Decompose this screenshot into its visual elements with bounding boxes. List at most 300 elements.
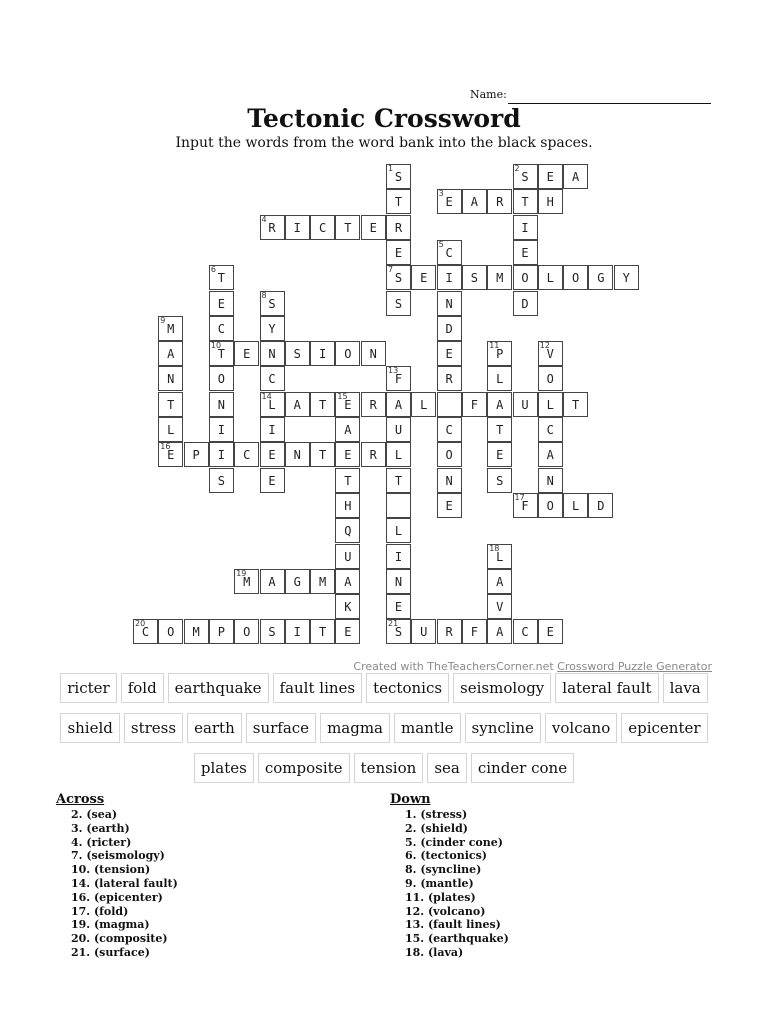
cell-letter: L bbox=[167, 423, 175, 437]
cell-letter: I bbox=[521, 220, 529, 235]
grid-cell[interactable] bbox=[209, 265, 234, 290]
cell-letter: E bbox=[546, 170, 554, 184]
cell-letter: N bbox=[394, 574, 403, 589]
grid-cell[interactable] bbox=[386, 164, 411, 189]
cell-letter: S bbox=[470, 271, 478, 286]
grid-cell[interactable] bbox=[386, 569, 411, 594]
credit-text: Created with TheTeachersCorner.net bbox=[353, 660, 558, 673]
cell-letter: T bbox=[521, 195, 529, 210]
cell-letter: E bbox=[394, 245, 403, 260]
grid-cell[interactable] bbox=[158, 366, 183, 391]
grid-cell[interactable] bbox=[588, 265, 613, 290]
grid-cell[interactable] bbox=[487, 619, 512, 644]
cell-letter: O bbox=[243, 625, 251, 640]
cell-letter: S bbox=[496, 473, 504, 488]
cell-letter: O bbox=[217, 372, 225, 387]
clue-number: 12 bbox=[539, 341, 550, 351]
cell-letter: A bbox=[293, 397, 301, 412]
across-clues bbox=[56, 792, 178, 960]
cell-letter: T bbox=[318, 448, 327, 463]
grid-cell[interactable] bbox=[260, 468, 285, 493]
cell-letter: I bbox=[318, 347, 327, 362]
cell-letter: E bbox=[344, 625, 352, 640]
cell-letter: T bbox=[217, 271, 225, 286]
cell-letter: C bbox=[546, 423, 554, 437]
cell-letter: V bbox=[546, 347, 554, 362]
grid-cell[interactable] bbox=[487, 366, 512, 391]
grid-cell[interactable] bbox=[437, 442, 462, 467]
cell-letter: E bbox=[217, 296, 225, 311]
grid-cell[interactable] bbox=[538, 265, 563, 290]
grid-cell[interactable] bbox=[487, 442, 512, 467]
word-bank-item: volcano bbox=[545, 713, 617, 743]
down-clue: 9. (mantle) bbox=[405, 876, 474, 890]
grid-cell[interactable] bbox=[209, 392, 234, 417]
grid-cell[interactable] bbox=[513, 291, 538, 316]
cell-letter: E bbox=[369, 220, 377, 235]
cell-letter: A bbox=[571, 170, 580, 184]
grid-cell[interactable] bbox=[563, 265, 588, 290]
grid-cell[interactable] bbox=[209, 442, 234, 467]
grid-cell[interactable] bbox=[487, 392, 512, 417]
word-bank-item: earthquake bbox=[168, 673, 269, 703]
cell-letter: A bbox=[546, 448, 554, 463]
grid-cell[interactable] bbox=[538, 493, 563, 518]
cell-letter: I bbox=[445, 271, 453, 286]
cell-letter: A bbox=[496, 574, 504, 589]
cell-letter: T bbox=[394, 195, 403, 210]
grid-cell[interactable] bbox=[335, 442, 360, 467]
grid-cell[interactable] bbox=[209, 366, 234, 391]
grid-cell[interactable] bbox=[310, 442, 335, 467]
grid-cell[interactable] bbox=[437, 392, 462, 417]
grid-cell[interactable] bbox=[411, 392, 436, 417]
grid-cell[interactable] bbox=[310, 619, 335, 644]
word-bank-item: magma bbox=[320, 713, 390, 743]
down-clue: 2. (shield) bbox=[405, 821, 468, 835]
cell-letter: E bbox=[344, 397, 352, 412]
cell-letter: L bbox=[496, 549, 504, 564]
name-label: Name: bbox=[470, 88, 507, 101]
cell-letter: D bbox=[445, 321, 453, 336]
grid-cell[interactable] bbox=[361, 442, 386, 467]
down-clue: 15. (earthquake) bbox=[405, 932, 509, 946]
cell-letter: O bbox=[344, 347, 352, 362]
down-clue: 6. (tectonics) bbox=[405, 849, 487, 863]
grid-cell[interactable] bbox=[386, 619, 411, 644]
cell-letter: P bbox=[192, 448, 200, 463]
cell-letter: S bbox=[394, 271, 403, 286]
clue-number: 8 bbox=[261, 290, 267, 300]
grid-cell[interactable] bbox=[513, 493, 538, 518]
cell-letter: E bbox=[546, 625, 554, 640]
cell-letter: K bbox=[344, 600, 352, 615]
down-clue: 12. (volcano) bbox=[405, 904, 486, 918]
grid-cell[interactable] bbox=[234, 442, 259, 467]
grid-cell[interactable] bbox=[158, 316, 183, 341]
grid-cell[interactable] bbox=[437, 189, 462, 214]
grid-cell[interactable] bbox=[386, 442, 411, 467]
grid-cell[interactable] bbox=[209, 341, 234, 366]
cell-letter: L bbox=[496, 372, 504, 387]
word-bank-item: epicenter bbox=[621, 713, 707, 743]
grid-cell[interactable] bbox=[563, 392, 588, 417]
cell-letter: I bbox=[268, 423, 276, 437]
cell-letter: U bbox=[394, 423, 403, 437]
cell-letter: L bbox=[571, 498, 580, 513]
clue-number: 15 bbox=[337, 391, 348, 401]
across-clue: 7. (seismology) bbox=[71, 849, 165, 863]
credit-line bbox=[340, 660, 712, 673]
cell-letter: E bbox=[344, 448, 352, 463]
grid-cell[interactable] bbox=[335, 417, 360, 442]
grid-cell[interactable] bbox=[437, 619, 462, 644]
grid-cell[interactable] bbox=[538, 619, 563, 644]
clue-number: 19 bbox=[236, 568, 247, 578]
grid-cell[interactable] bbox=[411, 619, 436, 644]
grid-cell[interactable] bbox=[437, 493, 462, 518]
cell-letter: M bbox=[167, 321, 175, 336]
cell-letter: S bbox=[394, 296, 403, 311]
clue-number: 1 bbox=[388, 164, 394, 173]
grid-cell[interactable] bbox=[285, 341, 310, 366]
grid-cell[interactable] bbox=[386, 265, 411, 290]
cell-letter: O bbox=[167, 625, 175, 640]
cell-letter: C bbox=[141, 625, 150, 640]
cell-letter: G bbox=[597, 271, 605, 286]
grid-cell[interactable] bbox=[386, 366, 411, 391]
across-clue: 19. (magma) bbox=[71, 918, 150, 932]
grid-cell[interactable] bbox=[361, 392, 386, 417]
down-heading: Down bbox=[390, 792, 431, 807]
cell-letter: M bbox=[243, 574, 251, 589]
cell-letter: R bbox=[496, 195, 504, 210]
grid-cell[interactable] bbox=[513, 265, 538, 290]
clue-number: 20 bbox=[135, 619, 146, 629]
grid-cell[interactable] bbox=[184, 442, 209, 467]
grid-cell[interactable] bbox=[462, 265, 487, 290]
grid-cell[interactable] bbox=[209, 316, 234, 341]
down-clues bbox=[390, 792, 509, 960]
grid-cell[interactable] bbox=[133, 619, 158, 644]
instructions: Input the words from the word bank into the black spaces. bbox=[175, 135, 593, 151]
cell-letter: N bbox=[268, 347, 276, 362]
grid-cell[interactable] bbox=[158, 619, 183, 644]
grid-cell[interactable] bbox=[614, 265, 639, 290]
cell-letter: L bbox=[394, 448, 403, 463]
across-clue: 2. (sea) bbox=[71, 808, 118, 821]
cell-letter: R bbox=[394, 220, 403, 235]
grid-cell[interactable] bbox=[260, 291, 285, 316]
cell-letter: F bbox=[394, 372, 403, 387]
cell-letter: C bbox=[445, 423, 453, 437]
cell-letter: S bbox=[268, 296, 276, 311]
cell-letter: A bbox=[344, 423, 352, 437]
clue-number: 9 bbox=[160, 315, 166, 325]
grid-cell[interactable] bbox=[158, 392, 183, 417]
word-bank-item: lateral fault bbox=[555, 673, 658, 703]
cell-letter: E bbox=[445, 347, 453, 362]
grid-cell[interactable] bbox=[513, 619, 538, 644]
grid-cell[interactable] bbox=[411, 265, 436, 290]
cell-letter: A bbox=[268, 574, 276, 589]
grid-cell[interactable] bbox=[386, 189, 411, 214]
grid-cell[interactable] bbox=[386, 544, 411, 569]
grid-cell[interactable] bbox=[260, 417, 285, 442]
cell-letter: C bbox=[445, 245, 453, 260]
grid-cell[interactable] bbox=[513, 164, 538, 189]
grid-cell[interactable] bbox=[386, 240, 411, 265]
cell-letter: H bbox=[546, 195, 554, 210]
grid-cell[interactable] bbox=[462, 392, 487, 417]
cell-letter: U bbox=[420, 625, 428, 640]
cell-letter: P bbox=[496, 347, 504, 362]
grid-cell[interactable] bbox=[158, 442, 183, 467]
across-clue: 4. (ricter) bbox=[71, 835, 132, 849]
word-bank-row bbox=[0, 673, 768, 703]
clue-number: 16 bbox=[160, 442, 171, 452]
grid-cell[interactable] bbox=[487, 594, 512, 619]
cell-letter: R bbox=[445, 372, 453, 387]
grid-cell[interactable] bbox=[386, 392, 411, 417]
grid-cell[interactable] bbox=[487, 341, 512, 366]
cell-letter: V bbox=[496, 600, 504, 615]
grid-cell[interactable] bbox=[563, 493, 588, 518]
grid-cell[interactable] bbox=[437, 240, 462, 265]
grid-cell[interactable] bbox=[234, 619, 259, 644]
cell-letter: H bbox=[344, 498, 352, 513]
cell-letter: O bbox=[571, 271, 580, 286]
cell-letter: C bbox=[521, 625, 529, 640]
cell-letter: T bbox=[496, 423, 504, 437]
page-title: Tectonic Crossword bbox=[247, 104, 521, 133]
down-clue: 11. (plates) bbox=[405, 890, 476, 904]
grid-cell[interactable] bbox=[386, 215, 411, 240]
grid-cell[interactable] bbox=[285, 215, 310, 240]
cell-letter: Q bbox=[344, 524, 352, 539]
cell-letter: M bbox=[496, 271, 504, 286]
grid-cell[interactable] bbox=[386, 468, 411, 493]
clue-number: 10 bbox=[210, 341, 222, 351]
cell-letter: S bbox=[521, 170, 529, 184]
across-clue: 14. (lateral fault) bbox=[71, 876, 178, 890]
grid-cell[interactable] bbox=[234, 341, 259, 366]
grid-cell[interactable] bbox=[209, 468, 234, 493]
grid-cell[interactable] bbox=[335, 569, 360, 594]
word-bank-item: cinder cone bbox=[471, 753, 574, 783]
grid-cell[interactable] bbox=[184, 619, 209, 644]
cell-letter: T bbox=[318, 625, 327, 640]
grid-cell[interactable] bbox=[335, 619, 360, 644]
credit-link[interactable]: Crossword Puzzle Generator bbox=[557, 660, 712, 673]
grid-cell[interactable] bbox=[386, 291, 411, 316]
cell-letter: N bbox=[167, 372, 175, 387]
clue-number: 17 bbox=[514, 492, 525, 502]
word-bank-item: fold bbox=[121, 673, 164, 703]
clue-number: 18 bbox=[489, 543, 500, 553]
cell-letter: I bbox=[293, 625, 301, 640]
cell-letter: T bbox=[571, 397, 580, 412]
grid-cell[interactable] bbox=[487, 417, 512, 442]
grid-cell[interactable] bbox=[437, 417, 462, 442]
word-bank-item: surface bbox=[246, 713, 316, 743]
grid-cell[interactable] bbox=[285, 619, 310, 644]
down-clue: 13. (fault lines) bbox=[405, 918, 501, 932]
cell-letter: D bbox=[521, 296, 529, 311]
grid-cell[interactable] bbox=[513, 240, 538, 265]
grid-cell[interactable] bbox=[260, 316, 285, 341]
grid-cell[interactable] bbox=[335, 341, 360, 366]
grid-cell[interactable] bbox=[335, 544, 360, 569]
word-bank-item: lava bbox=[663, 673, 708, 703]
grid-cell[interactable] bbox=[437, 316, 462, 341]
grid-cell[interactable] bbox=[335, 392, 360, 417]
cell-letter: N bbox=[369, 347, 377, 362]
grid-cell[interactable] bbox=[386, 417, 411, 442]
clue-number: 14 bbox=[261, 391, 272, 401]
word-bank-item: shield bbox=[60, 713, 119, 743]
grid-cell[interactable] bbox=[538, 189, 563, 214]
cell-letter: C bbox=[243, 448, 251, 463]
grid-cell[interactable] bbox=[361, 341, 386, 366]
grid-cell[interactable] bbox=[310, 215, 335, 240]
down-clue: 18. (lava) bbox=[405, 945, 464, 959]
word-bank-item: composite bbox=[258, 753, 350, 783]
grid-cell[interactable] bbox=[361, 215, 386, 240]
cell-letter: I bbox=[217, 423, 225, 437]
grid-cell[interactable] bbox=[260, 569, 285, 594]
grid-cell[interactable] bbox=[260, 392, 285, 417]
grid-cell[interactable] bbox=[335, 493, 360, 518]
grid-cell[interactable] bbox=[513, 215, 538, 240]
down-clue: 5. (cinder cone) bbox=[405, 835, 503, 849]
cell-letter: U bbox=[344, 549, 352, 564]
grid-cell[interactable] bbox=[588, 493, 613, 518]
grid-cell[interactable] bbox=[285, 569, 310, 594]
grid-cell[interactable] bbox=[437, 468, 462, 493]
word-bank-item: ricter bbox=[60, 673, 116, 703]
cell-letter: Y bbox=[268, 321, 276, 336]
cell-letter: R bbox=[445, 625, 453, 640]
grid-cell[interactable] bbox=[487, 468, 512, 493]
across-clue: 10. (tension) bbox=[71, 863, 151, 877]
cell-letter: F bbox=[470, 397, 478, 412]
cell-letter: E bbox=[167, 448, 175, 463]
cell-letter: N bbox=[546, 473, 554, 488]
word-bank-item: syncline bbox=[465, 713, 541, 743]
grid-cell[interactable] bbox=[209, 619, 234, 644]
across-clue: 20. (composite) bbox=[71, 932, 168, 946]
cell-letter: E bbox=[445, 498, 453, 513]
grid-cell[interactable] bbox=[310, 341, 335, 366]
grid-cell[interactable] bbox=[462, 619, 487, 644]
cell-letter: C bbox=[268, 372, 276, 387]
grid-cell[interactable] bbox=[335, 215, 360, 240]
grid-cell[interactable] bbox=[285, 392, 310, 417]
word-bank-row bbox=[0, 713, 768, 743]
cell-letter: N bbox=[445, 473, 453, 488]
grid-cell[interactable] bbox=[158, 341, 183, 366]
cell-letter: R bbox=[369, 448, 377, 463]
grid-cell[interactable] bbox=[437, 291, 462, 316]
grid-cell[interactable] bbox=[209, 291, 234, 316]
grid-cell[interactable] bbox=[538, 366, 563, 391]
grid-cell[interactable] bbox=[538, 392, 563, 417]
clue-number: 6 bbox=[210, 265, 216, 275]
grid-cell[interactable] bbox=[437, 341, 462, 366]
cell-letter: U bbox=[521, 397, 529, 412]
clue-number: 13 bbox=[388, 366, 399, 376]
cell-letter: S bbox=[268, 625, 276, 640]
cell-letter: T bbox=[344, 220, 352, 235]
cell-letter: M bbox=[318, 574, 327, 589]
grid-cell[interactable] bbox=[487, 265, 512, 290]
across-clue: 21. (surface) bbox=[71, 945, 150, 959]
cell-letter: E bbox=[268, 448, 276, 463]
grid-cell[interactable] bbox=[310, 392, 335, 417]
grid-cell[interactable] bbox=[335, 468, 360, 493]
cell-letter: C bbox=[318, 220, 327, 235]
grid-cell[interactable] bbox=[260, 341, 285, 366]
grid-cell[interactable] bbox=[563, 164, 588, 189]
grid-cell[interactable] bbox=[209, 417, 234, 442]
grid-cell[interactable] bbox=[234, 569, 259, 594]
down-clue: 1. (stress) bbox=[405, 808, 468, 821]
cell-letter: S bbox=[394, 625, 403, 640]
grid-cell[interactable] bbox=[386, 594, 411, 619]
grid-cell[interactable] bbox=[538, 341, 563, 366]
grid-cell[interactable] bbox=[462, 189, 487, 214]
down-clue: 8. (syncline) bbox=[405, 863, 482, 877]
across-clue: 17. (fold) bbox=[71, 904, 129, 918]
cell-letter: I bbox=[293, 220, 301, 235]
grid-cell[interactable] bbox=[437, 366, 462, 391]
grid-cell[interactable] bbox=[260, 366, 285, 391]
grid-cell[interactable] bbox=[487, 189, 512, 214]
clue-number: 5 bbox=[438, 239, 444, 249]
cell-letter: A bbox=[167, 347, 175, 362]
grid-cell[interactable] bbox=[538, 442, 563, 467]
grid-cell[interactable] bbox=[310, 569, 335, 594]
grid-cell[interactable] bbox=[260, 215, 285, 240]
grid-cell[interactable] bbox=[437, 265, 462, 290]
grid-cell[interactable] bbox=[513, 189, 538, 214]
grid-cell[interactable] bbox=[335, 518, 360, 543]
grid-cell[interactable] bbox=[386, 518, 411, 543]
cell-letter: C bbox=[217, 321, 225, 336]
cell-letter: O bbox=[445, 448, 453, 463]
cell-letter: A bbox=[496, 625, 504, 640]
word-bank-item: sea bbox=[427, 753, 467, 783]
word-bank-item: earth bbox=[187, 713, 242, 743]
grid-cell[interactable] bbox=[513, 392, 538, 417]
grid-cell[interactable] bbox=[538, 417, 563, 442]
grid-cell[interactable] bbox=[260, 619, 285, 644]
grid-cell[interactable] bbox=[487, 544, 512, 569]
cell-letter: M bbox=[192, 625, 200, 640]
cell-letter: P bbox=[217, 625, 225, 640]
clue-number: 21 bbox=[388, 619, 399, 629]
cell-letter: E bbox=[445, 195, 453, 210]
grid-cell[interactable] bbox=[538, 468, 563, 493]
grid-cell[interactable] bbox=[386, 493, 411, 518]
grid-cell[interactable] bbox=[158, 417, 183, 442]
grid-cell[interactable] bbox=[285, 442, 310, 467]
grid-cell[interactable] bbox=[538, 164, 563, 189]
grid-cell[interactable] bbox=[260, 442, 285, 467]
grid-cell[interactable] bbox=[335, 594, 360, 619]
grid-cell[interactable] bbox=[487, 569, 512, 594]
